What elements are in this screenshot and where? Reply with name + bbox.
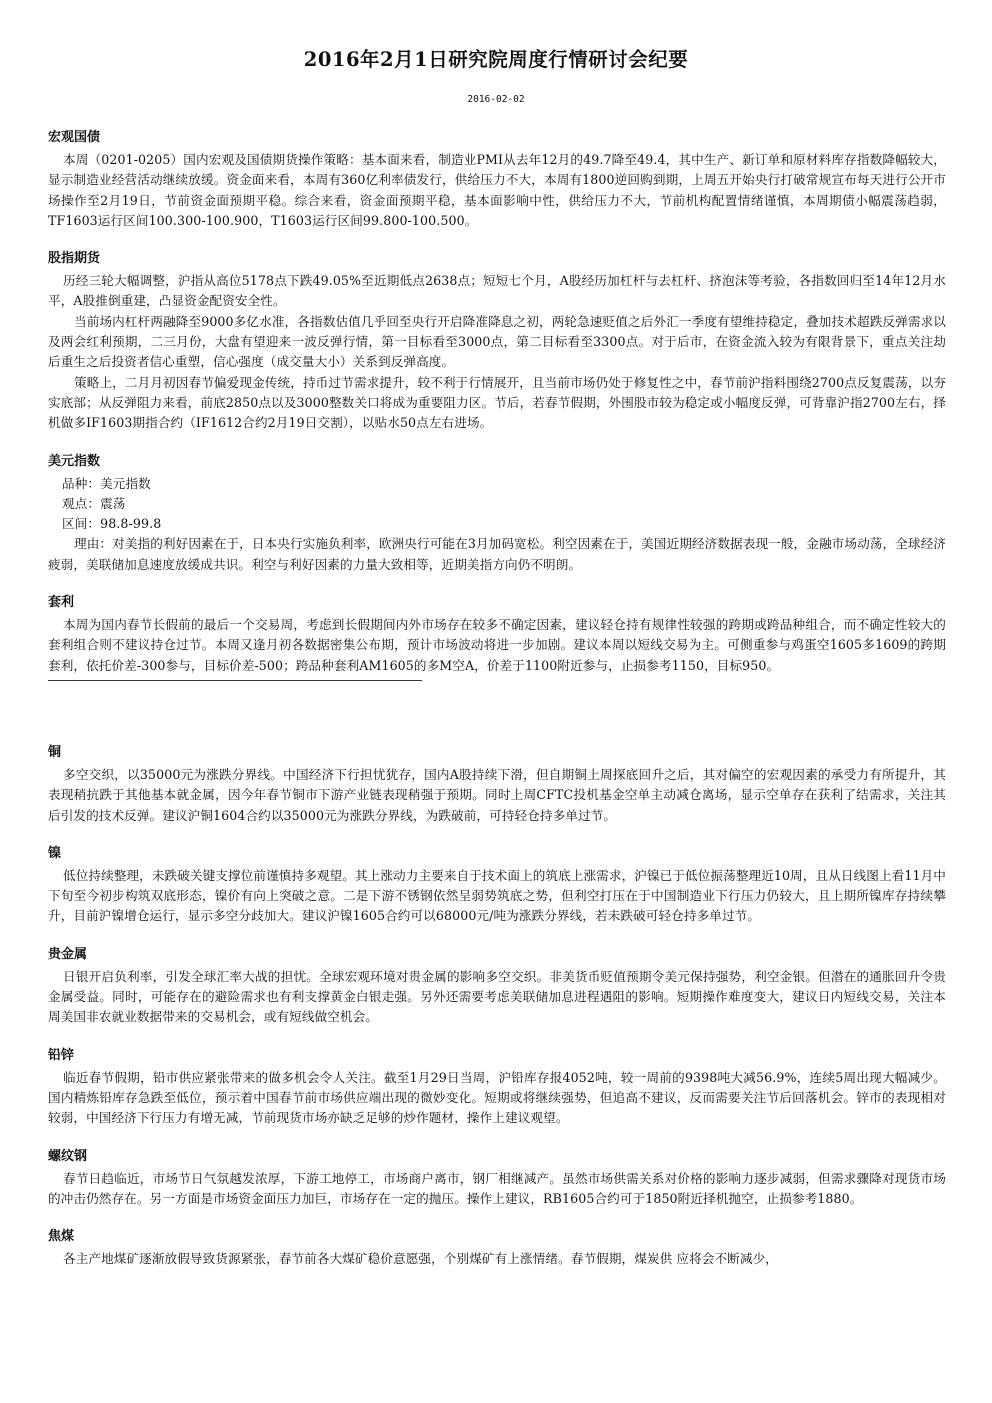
section-heading: 焦煤 xyxy=(48,1229,75,1245)
section-copper xyxy=(48,741,946,826)
section-heading: 套利 xyxy=(48,595,75,611)
paragraph: 日银开启负利率，引发全球汇率大战的担忧。全球宏观环境对贵金属的影响多空交织。非美货币贬值预期令美元保持强势，利空金银。但潜在的通胀回升令贵金属受益。同时，可能存在的避险需求也有利支撑黄金白银走强。另外还需要考虑美联储加息进程遇阻的影响。短期操作难度变大，建议日内短线交易，关注本周美国非农就业数据带来的交易机会，或有短线做空机会。 xyxy=(48,968,946,1025)
section-heading: 股指期货 xyxy=(48,251,101,267)
section-lead-zinc xyxy=(48,1044,946,1129)
paragraph: 春节日趋临近，市场节日气氛越发浓厚，下游工地停工，市场商户离市，钢厂相继减产。虽然市场供需关系对价格的影响力逐步减弱，但需求骤降对现货市场的冲击仍然存在。另一方面是市场资金面压力加巨，市场存在一定的抛压。操作上建议，RB1605合约可于1850附近择机抛空，止损参考1880。 xyxy=(48,1170,946,1206)
section-usd-index xyxy=(48,450,946,575)
section-heading: 螺纹钢 xyxy=(48,1148,88,1164)
reason-paragraph: 理由：对美指的利好因素在于，日本央行实施负利率，欧洲央行可能在3月加码宽松。利空因素在于，美国近期经济数据表现一般，金融市场动荡，全球经济疲弱，美联储加息速度放缓成共识。利空与利好因素的力量大致相等，近期美指方向仍不明朗。 xyxy=(48,536,946,572)
section-heading: 镍 xyxy=(48,845,62,861)
section-heading: 铅锌 xyxy=(48,1047,75,1063)
section-heading: 铜 xyxy=(48,744,62,760)
section-coking-coal xyxy=(48,1225,946,1269)
section-nickel xyxy=(48,842,946,927)
usd-index-fields xyxy=(48,474,946,535)
document-date: 2016-02-02 xyxy=(467,94,525,105)
section-macro xyxy=(48,126,946,231)
view-line: 观点：震荡 xyxy=(62,495,126,511)
section-precious-metals xyxy=(48,943,946,1028)
spacer xyxy=(48,681,946,725)
document-body xyxy=(48,126,946,1269)
section-arbitrage xyxy=(48,591,946,681)
paragraph: 低位持续整理，未跌破关键支撑位前谨慎持多观望。其上涨动力主要来自于技术面上的筑底上涨需求，沪镍已于低位振荡整理近10周，且从日线图上看11月中下旬至今初步构筑双底形态，镍价有向上突破之意。二是下游不锈钢依然呈弱势筑底之势，但利空打压在于中国制造业下行压力仍较大，且上期所镍库存持续攀升，目前沪镍增仓运行，显示多空分歧加大。建议沪镍1605合约可以68000元/吨为涨跌分界线，若未跌破可轻仓持多单过节。 xyxy=(48,867,946,924)
section-rebar xyxy=(48,1145,946,1210)
section-heading: 贵金属 xyxy=(48,946,88,962)
document-title: 2016年2月1日研究院周度行情研讨会纪要 xyxy=(303,48,689,71)
range-line: 区间：98.8-99.8 xyxy=(62,516,162,532)
paragraph: 多空交织，以35000元为涨跌分界线。中国经济下行担忧犹存，国内A股持续下滑，但自期铜上周探底回升之后，其对偏空的宏观因素的承受力有所提升，其表现稍抗跌于其他基本就金属，因今年春节铜市下游产业链表现稍强于预期。同时上周CFTC投机基金空单主动减仓离场，显示空单存在获利了结需求，关注其后引发的技术反弹。建议沪铜1604合约以35000元为涨跌分界线，为跌破前，可持轻仓持多单过节。 xyxy=(48,766,946,823)
section-index-futures xyxy=(48,247,946,433)
paragraph: 本周为国内春节长假前的最后一个交易周，考虑到长假期间内外市场存在较多不确定因素，建议轻仓持有规律性较强的跨期或跨品种组合，而不确定性较大的套利组合则不建议持仓过节。本周又逢月初各数据密集公布期，预计市场波动将进一步加剧。建议本周以短线交易为主。可侧重参与鸡蛋空1605多1609的跨期套利，依托价差-300参与，目标价差-500；跨品种套利AM1605的多M空A，价差于1100附近参与，止损参考1150，目标950。 xyxy=(48,617,946,673)
paragraph: 历经三轮大幅调整，沪指从高位5178点下跌49.05%至近期低点2638点；短短七个月，A股经历加杠杆与去杠杆、挤泡沫等考验，各指数回归至14年12月水平，A股推倒重建，凸显资金配资安全性。 xyxy=(48,273,946,309)
section-heading: 美元指数 xyxy=(48,453,101,469)
paragraph: 各主产地煤矿逐渐放假导致货源紧张，春节前各大煤矿稳价意愿强，个别煤矿有上涨情绪。春节假期，煤炭供 应将会不断减少， xyxy=(63,1251,778,1267)
paragraph: 临近春节假期，铅市供应紧张带来的做多机会令人关注。截至1月29日当周，沪铅库存报4052吨，较一周前的9398吨大减56.9%，连续5周出现大幅减少。国内精炼铅库存急跌至低位，预示着中国春节前市场供应端出现的微妙变化。短期或将继续强势，但追高不建议，反而需要关注节后回落机会。锌市的表现相对较弱，中国经济下行压力有增无减，节前现货市场亦缺乏足够的炒作题材，操作上建议观望。 xyxy=(48,1069,946,1126)
paragraph: 本周（0201-0205）国内宏观及国债期货操作策略：基本面来看，制造业PMI从去年12月的49.7降至49.4，其中生产、新订单和原材料库存指数降幅较大，显示制造业经营活动继续放缓。资金面来看，本周有360亿利率债发行，供给压力不大，本周有1800逆回购到期，上周五开始央行打破常规宣布每天进行公开市场操作至2月19日，节前资金面预期平稳。综合来看，资金面预期平稳，基本面影响中性，供给压力不大，节前机构配置情绪谨慎，本周期债小幅震荡趋弱，TF1603运行区间100.300-100.900，T1603运行区间99.800-100.500。 xyxy=(48,152,946,228)
paragraph: 策略上，二月月初因春节偏爱现金传统，持币过节需求提升，较不利于行情展开，且当前市场仍处于修复性之中，春节前沪指料围绕2700点反复震荡，以夯实底部；从反弹阻力来看，前底2850点以及3000整数关口将成为重要阻力区。节后，若春节假期，外围股市较为稳定或小幅度反弹，可背靠沪指2700左右，择机做多IF1603期指合约（IF1612合约2月19日交割），以贴水50点左右进场。 xyxy=(48,374,946,431)
paragraph: 当前场内杠杆两融降至9000多亿水准，各指数估值几乎回至央行开启降准降息之初，两轮急速贬值之后外汇一季度有望维持稳定，叠加技术超跌反弹需求以及两会红利预期，二三月份，大盘有望迎来一波反弹行情，第一目标看至3000点，第二目标看至3300点。对于后市，在资金流入较为有限背景下，重点关注劫后重生之后投资者信心重塑，信心强度（成交量大小）关系到反弹高度。 xyxy=(48,313,946,370)
variety-line: 品种：美元指数 xyxy=(62,475,151,491)
section-heading: 宏观国债 xyxy=(48,130,101,145)
